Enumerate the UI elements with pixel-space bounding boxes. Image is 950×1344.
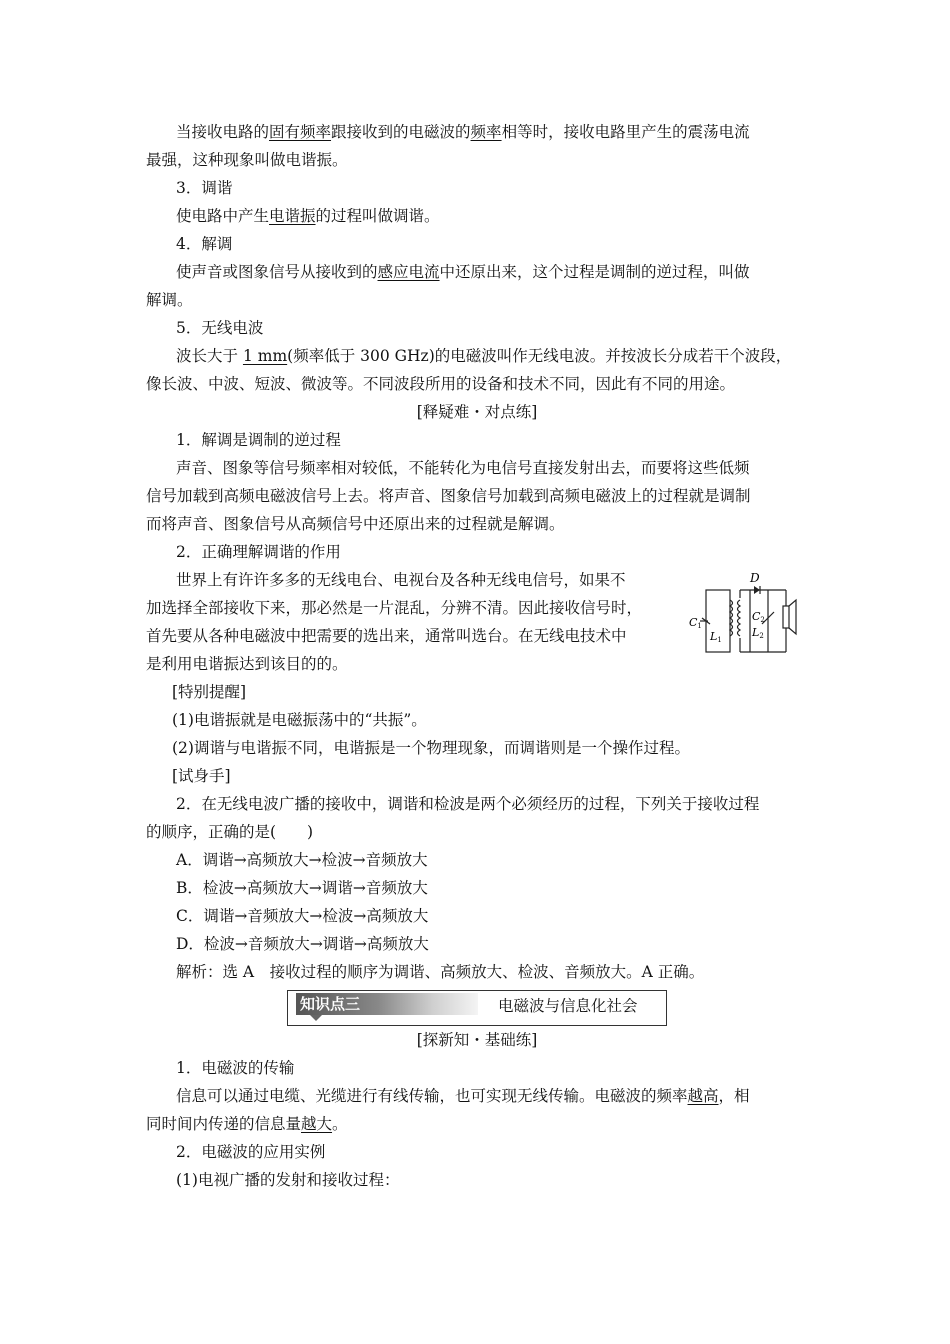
section-heading: 4．解调 <box>176 235 233 253</box>
underlined-term: 电谐振 <box>269 207 316 225</box>
paragraph-line: 解调。 <box>146 291 193 309</box>
paragraph-with-figure <box>146 566 808 678</box>
section-heading: 1．解调是调制的逆过程 <box>176 431 341 449</box>
question-text: 的顺序，正确的是( ) <box>146 823 314 841</box>
inductor-label: L <box>710 630 718 643</box>
option-d: D．检波→音频放大→调谐→高频放大 <box>176 935 429 953</box>
paragraph-line: 是利用电谐振达到该目的的。 <box>146 655 348 673</box>
paragraph-line: 同时间内传递的信息量越大。 <box>146 1115 348 1133</box>
option-b: B．检波→高频放大→调谐→音频放大 <box>176 879 428 897</box>
paragraph: (1)电视广播的发射和接收过程： <box>176 1171 400 1189</box>
paragraph-line: 加选择全部接收下来，那必然是一片混乱，分辨不清。因此接收信号时， <box>146 599 643 617</box>
section-banner: [释疑难・对点练] <box>416 403 538 421</box>
receiver-circuit-diagram <box>688 568 808 660</box>
paragraph: 波长大于 1 mm(频率低于 300 GHz)的电磁波叫作无线电波。并按波长分成若干个波段， <box>176 347 792 365</box>
capacitor-label: C <box>752 610 761 623</box>
underlined-term: 越高 <box>687 1087 719 1105</box>
underlined-term: 感应电流 <box>377 263 440 281</box>
svg-text:C1: C1 <box>689 616 702 630</box>
capacitor-label: C <box>689 616 698 629</box>
inductor-label: L <box>752 626 760 639</box>
option-a: A．调谐→高频放大→检波→音频放大 <box>176 851 428 869</box>
paragraph: 使电路中产生电谐振的过程叫做调谐。 <box>176 207 440 225</box>
paragraph-line: 信号加载到高频电磁波信号上去。将声音、图象信号加载到高频电磁波上的过程就是调制 <box>146 487 751 505</box>
note-item: (1)电谐振就是电磁振荡中的“共振”。 <box>172 711 427 729</box>
paragraph-line: 首先要从各种电磁波中把需要的选出来，通常叫选台。在无线电技术中 <box>146 627 627 645</box>
paragraph-line: 最强，这种现象叫做电谐振。 <box>146 151 348 169</box>
document-page <box>146 118 808 1194</box>
diode-label: D <box>750 571 760 585</box>
tag-notch <box>310 1015 322 1021</box>
underlined-term: 1 mm <box>242 347 288 365</box>
svg-text:L1: L1 <box>710 630 722 644</box>
svg-text:L2: L2 <box>752 626 764 640</box>
knowledge-point-title: 电磁波与信息化社会 <box>498 997 638 1015</box>
answer-explanation: 解析：选 A 接收过程的顺序为调谐、高频放大、检波、音频放大。A 正确。 <box>176 963 705 981</box>
section-heading: 1．电磁波的传输 <box>176 1059 295 1077</box>
svg-text:C2: C2 <box>752 610 765 624</box>
paragraph-line: 而将声音、图象信号从高频信号中还原出来的过程就是解调。 <box>146 515 565 533</box>
underlined-term: 频率 <box>470 123 502 141</box>
section-heading: 2．正确理解调谐的作用 <box>176 543 341 561</box>
option-c: C．调谐→音频放大→检波→高频放大 <box>176 907 429 925</box>
section-banner: [探新知・基础练] <box>416 1031 538 1049</box>
paragraph: 信息可以通过电缆、光缆进行有线传输，也可实现无线传输。电磁波的频率越高，相 <box>176 1087 750 1105</box>
knowledge-point-tag: 知识点三 <box>296 993 478 1015</box>
knowledge-point-header <box>287 990 667 1026</box>
paragraph: 当接收电路的固有频率跟接收到的电磁波的频率相等时，接收电路里产生的震荡电流 <box>176 123 750 141</box>
question-text: 2．在无线电波广播的接收中，调谐和检波是两个必须经历的过程，下列关于接收过程 <box>176 795 760 813</box>
paragraph-line: 像长波、中波、短波、微波等。不同波段所用的设备和技术不同，因此有不同的用途。 <box>146 375 736 393</box>
note-item: (2)调谐与电谐振不同，电谐振是一个物理现象，而调谐则是一个操作过程。 <box>172 739 690 757</box>
section-heading: 5．无线电波 <box>176 319 264 337</box>
paragraph: 世界上有许许多多的无线电台、电视台及各种无线电信号，如果不 <box>176 571 626 589</box>
section-heading: 2．电磁波的应用实例 <box>176 1143 326 1161</box>
exercise-heading: [试身手] <box>172 767 231 785</box>
underlined-term: 固有频率 <box>269 123 332 141</box>
paragraph: 使声音或图象信号从接收到的感应电流中还原出来，这个过程是调制的逆过程，叫做 <box>176 263 750 281</box>
section-heading: 3．调谐 <box>176 179 233 197</box>
note-heading: [特别提醒] <box>172 683 247 701</box>
underlined-term: 越大 <box>301 1115 333 1133</box>
paragraph: 声音、图象等信号频率相对较低，不能转化为电信号直接发射出去，而要将这些低频 <box>176 459 750 477</box>
